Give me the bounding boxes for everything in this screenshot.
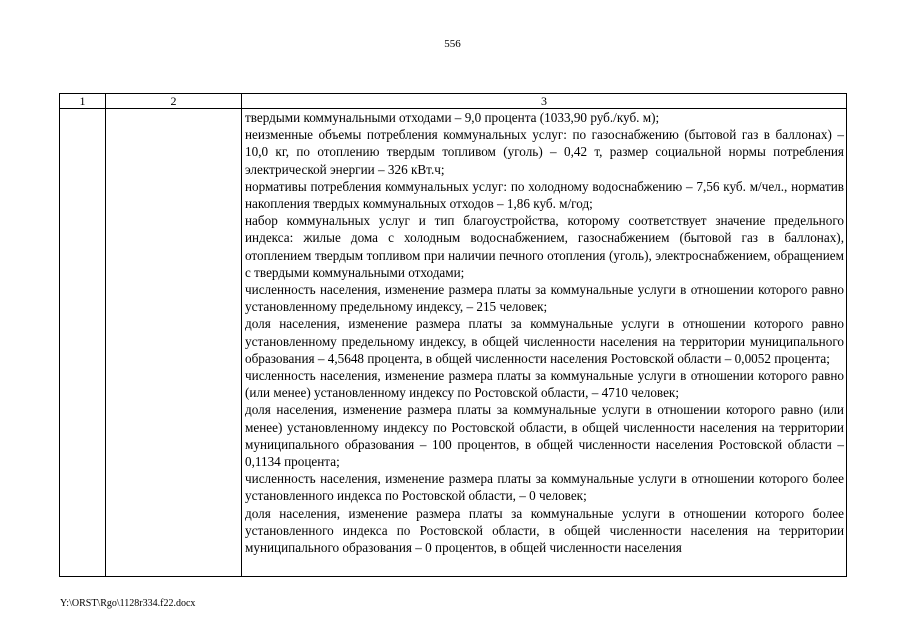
row-cell-col2 <box>106 109 242 577</box>
content-paragraph: численность населения, изменение размера платы за коммунальные услуги в отношении которого равно установленному предельному индексу, – 215 человек; <box>245 282 844 315</box>
column-header-1: 1 <box>60 94 106 109</box>
column-header-3: 3 <box>242 94 847 109</box>
column-header-2: 2 <box>106 94 242 109</box>
content-paragraph: доля населения, изменение размера платы за коммунальные услуги в отношении которого более установленного индекса по Ростовской области, в общей численности населения на территории муниципального образования – 0 процентов, в общей численности населения <box>245 505 844 556</box>
content-paragraph: доля населения, изменение размера платы за коммунальные услуги в отношении которого равно установленному предельному индексу, в общей численности населения на территории муниципального образования – 4,5648 процента, в общей численности населения Ростовской области – 0,0052 процента; <box>245 316 844 366</box>
content-paragraph: численность населения, изменение размера платы за коммунальные услуги в отношении которого более установленного индекса по Ростовской области, – 0 человек; <box>245 471 844 504</box>
table-row <box>60 109 847 577</box>
footer-file-path: Y:\ORST\Rgo\1128r334.f22.docx <box>60 598 196 609</box>
row-cell-content <box>242 109 847 577</box>
content-paragraph: доля населения, изменение размера платы за коммунальные услуги в отношении которого равно (или менее) установленному индексу по Ростовской области, в общей численности населения на территории муниципального образования – 100 процентов, в общей численности населения Ростовской области – 0,1134 процента; <box>245 402 844 470</box>
content-paragraph: численность населения, изменение размера платы за коммунальные услуги в отношении которого равно (или менее) установленному индексу по Ростовской области, – 4710 человек; <box>245 368 844 401</box>
content-paragraph: твердыми коммунальными отходами – 9,0 процента (1033,90 руб./куб. м); <box>245 110 660 125</box>
row-cell-col1 <box>60 109 106 577</box>
content-paragraph: нормативы потребления коммунальных услуг: по холодному водоснабжению – 7,56 куб. м/чел., норматив накопления твердых коммунальных отходов – 1,86 куб. м/год; <box>245 178 844 212</box>
page-number: 556 <box>444 38 461 50</box>
table-header-row <box>60 94 847 109</box>
document-table <box>59 93 847 577</box>
content-paragraph: набор коммунальных услуг и тип благоустройства, которому соответствует значение предельного индекса: жилые дома с холодным водоснабжением, газоснабжением (бытовой газ в баллонах), отоплением твердым топливом при наличии печного отопления (уголь), электроснабжением, обращением с твердыми коммунальными отходами; <box>245 213 844 280</box>
content-paragraph: неизменные объемы потребления коммунальных услуг: по газоснабжению (бытовой газ в баллонах) – 10,0 кг, по отоплению твердым топливом (уголь) – 0,42 т, размер социальной нормы потребления электрической энергии – 326 кВт.ч; <box>245 127 844 177</box>
